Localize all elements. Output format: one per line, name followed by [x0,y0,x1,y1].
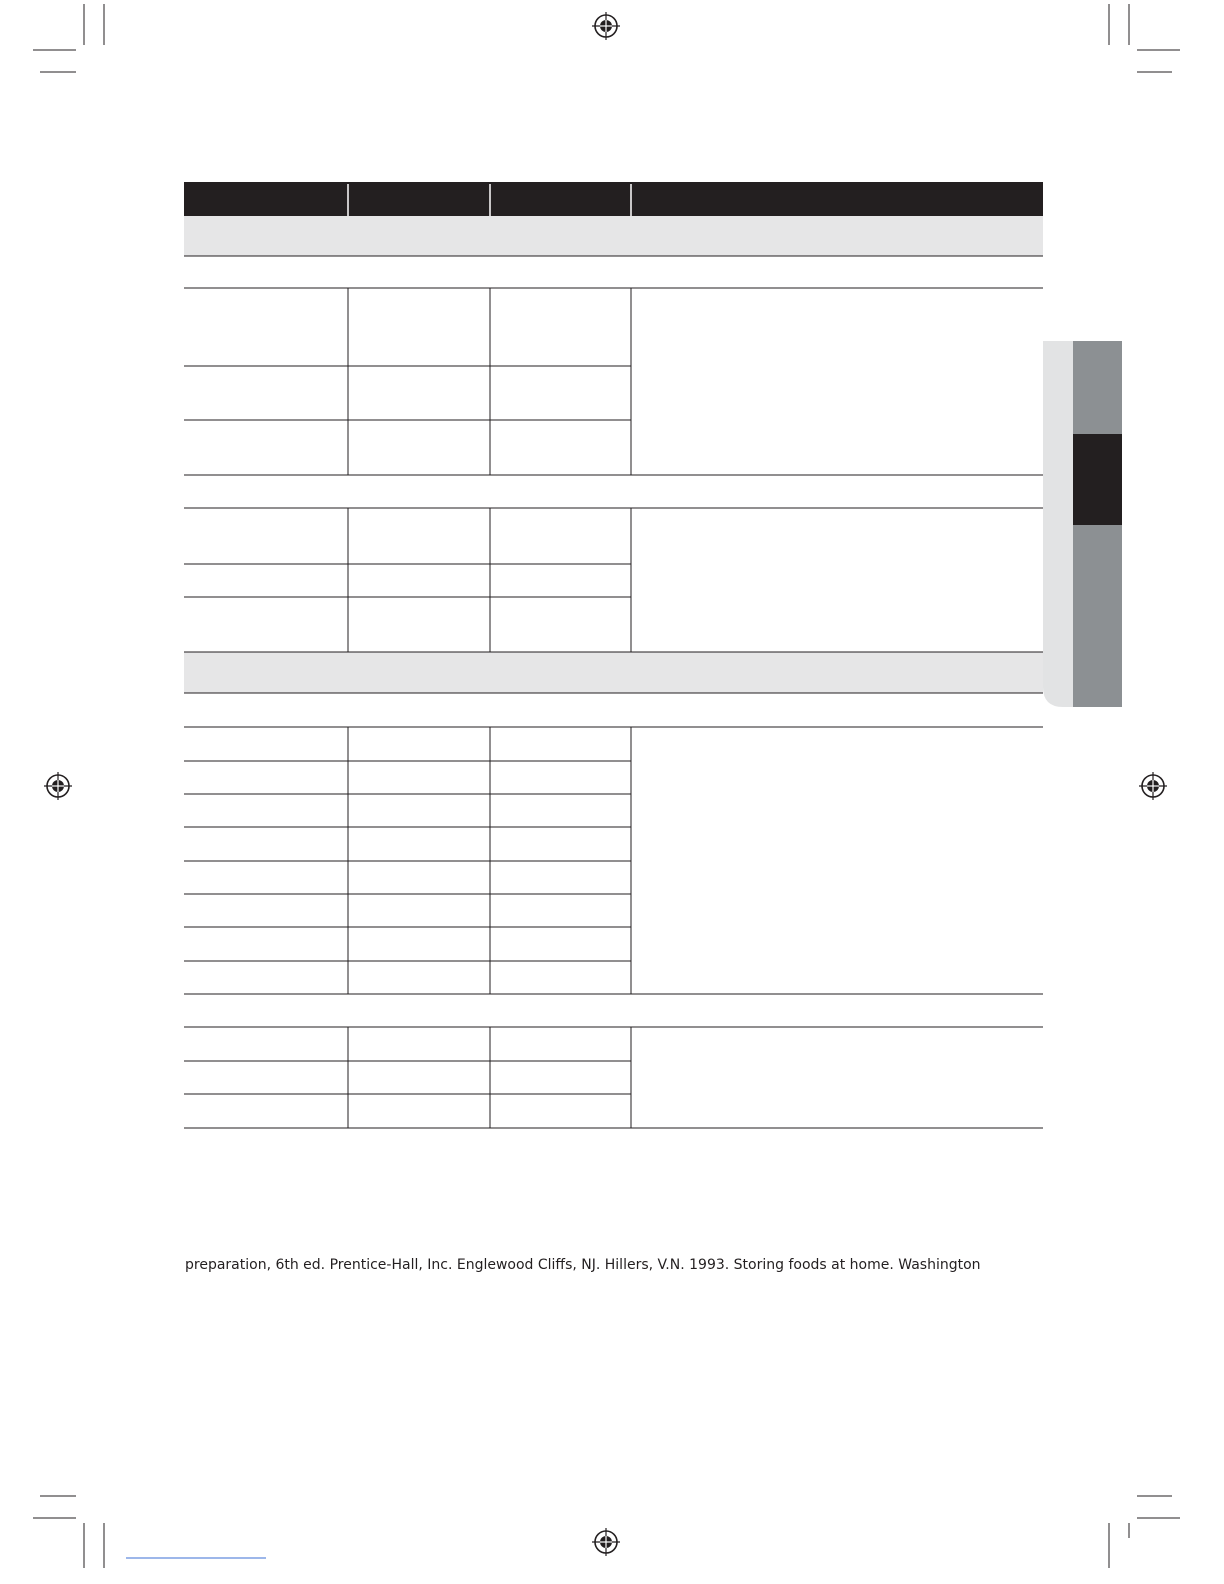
section-band [184,216,1043,256]
registration-mark-icon [592,12,620,40]
table-column-dividers [348,288,631,1128]
registration-mark-icon [44,772,72,800]
registration-mark-icon [1139,772,1167,800]
side-tab-upper[interactable] [1073,341,1122,434]
table-header [184,182,1043,216]
side-tab-current[interactable] [1073,434,1122,525]
registration-mark-icon [592,1528,620,1556]
reference-footnote: preparation, 6th ed. Prentice-Hall, Inc. Englewood Cliffs, NJ. Hillers, V.N. 1993. Storing foods at home. Washington [185,1257,981,1273]
storage-table [184,182,1043,1128]
side-tab-lower[interactable] [1073,525,1122,707]
side-index-tabs [1043,341,1122,707]
side-tab-backdrop [1043,341,1073,707]
section-band [184,652,1043,693]
